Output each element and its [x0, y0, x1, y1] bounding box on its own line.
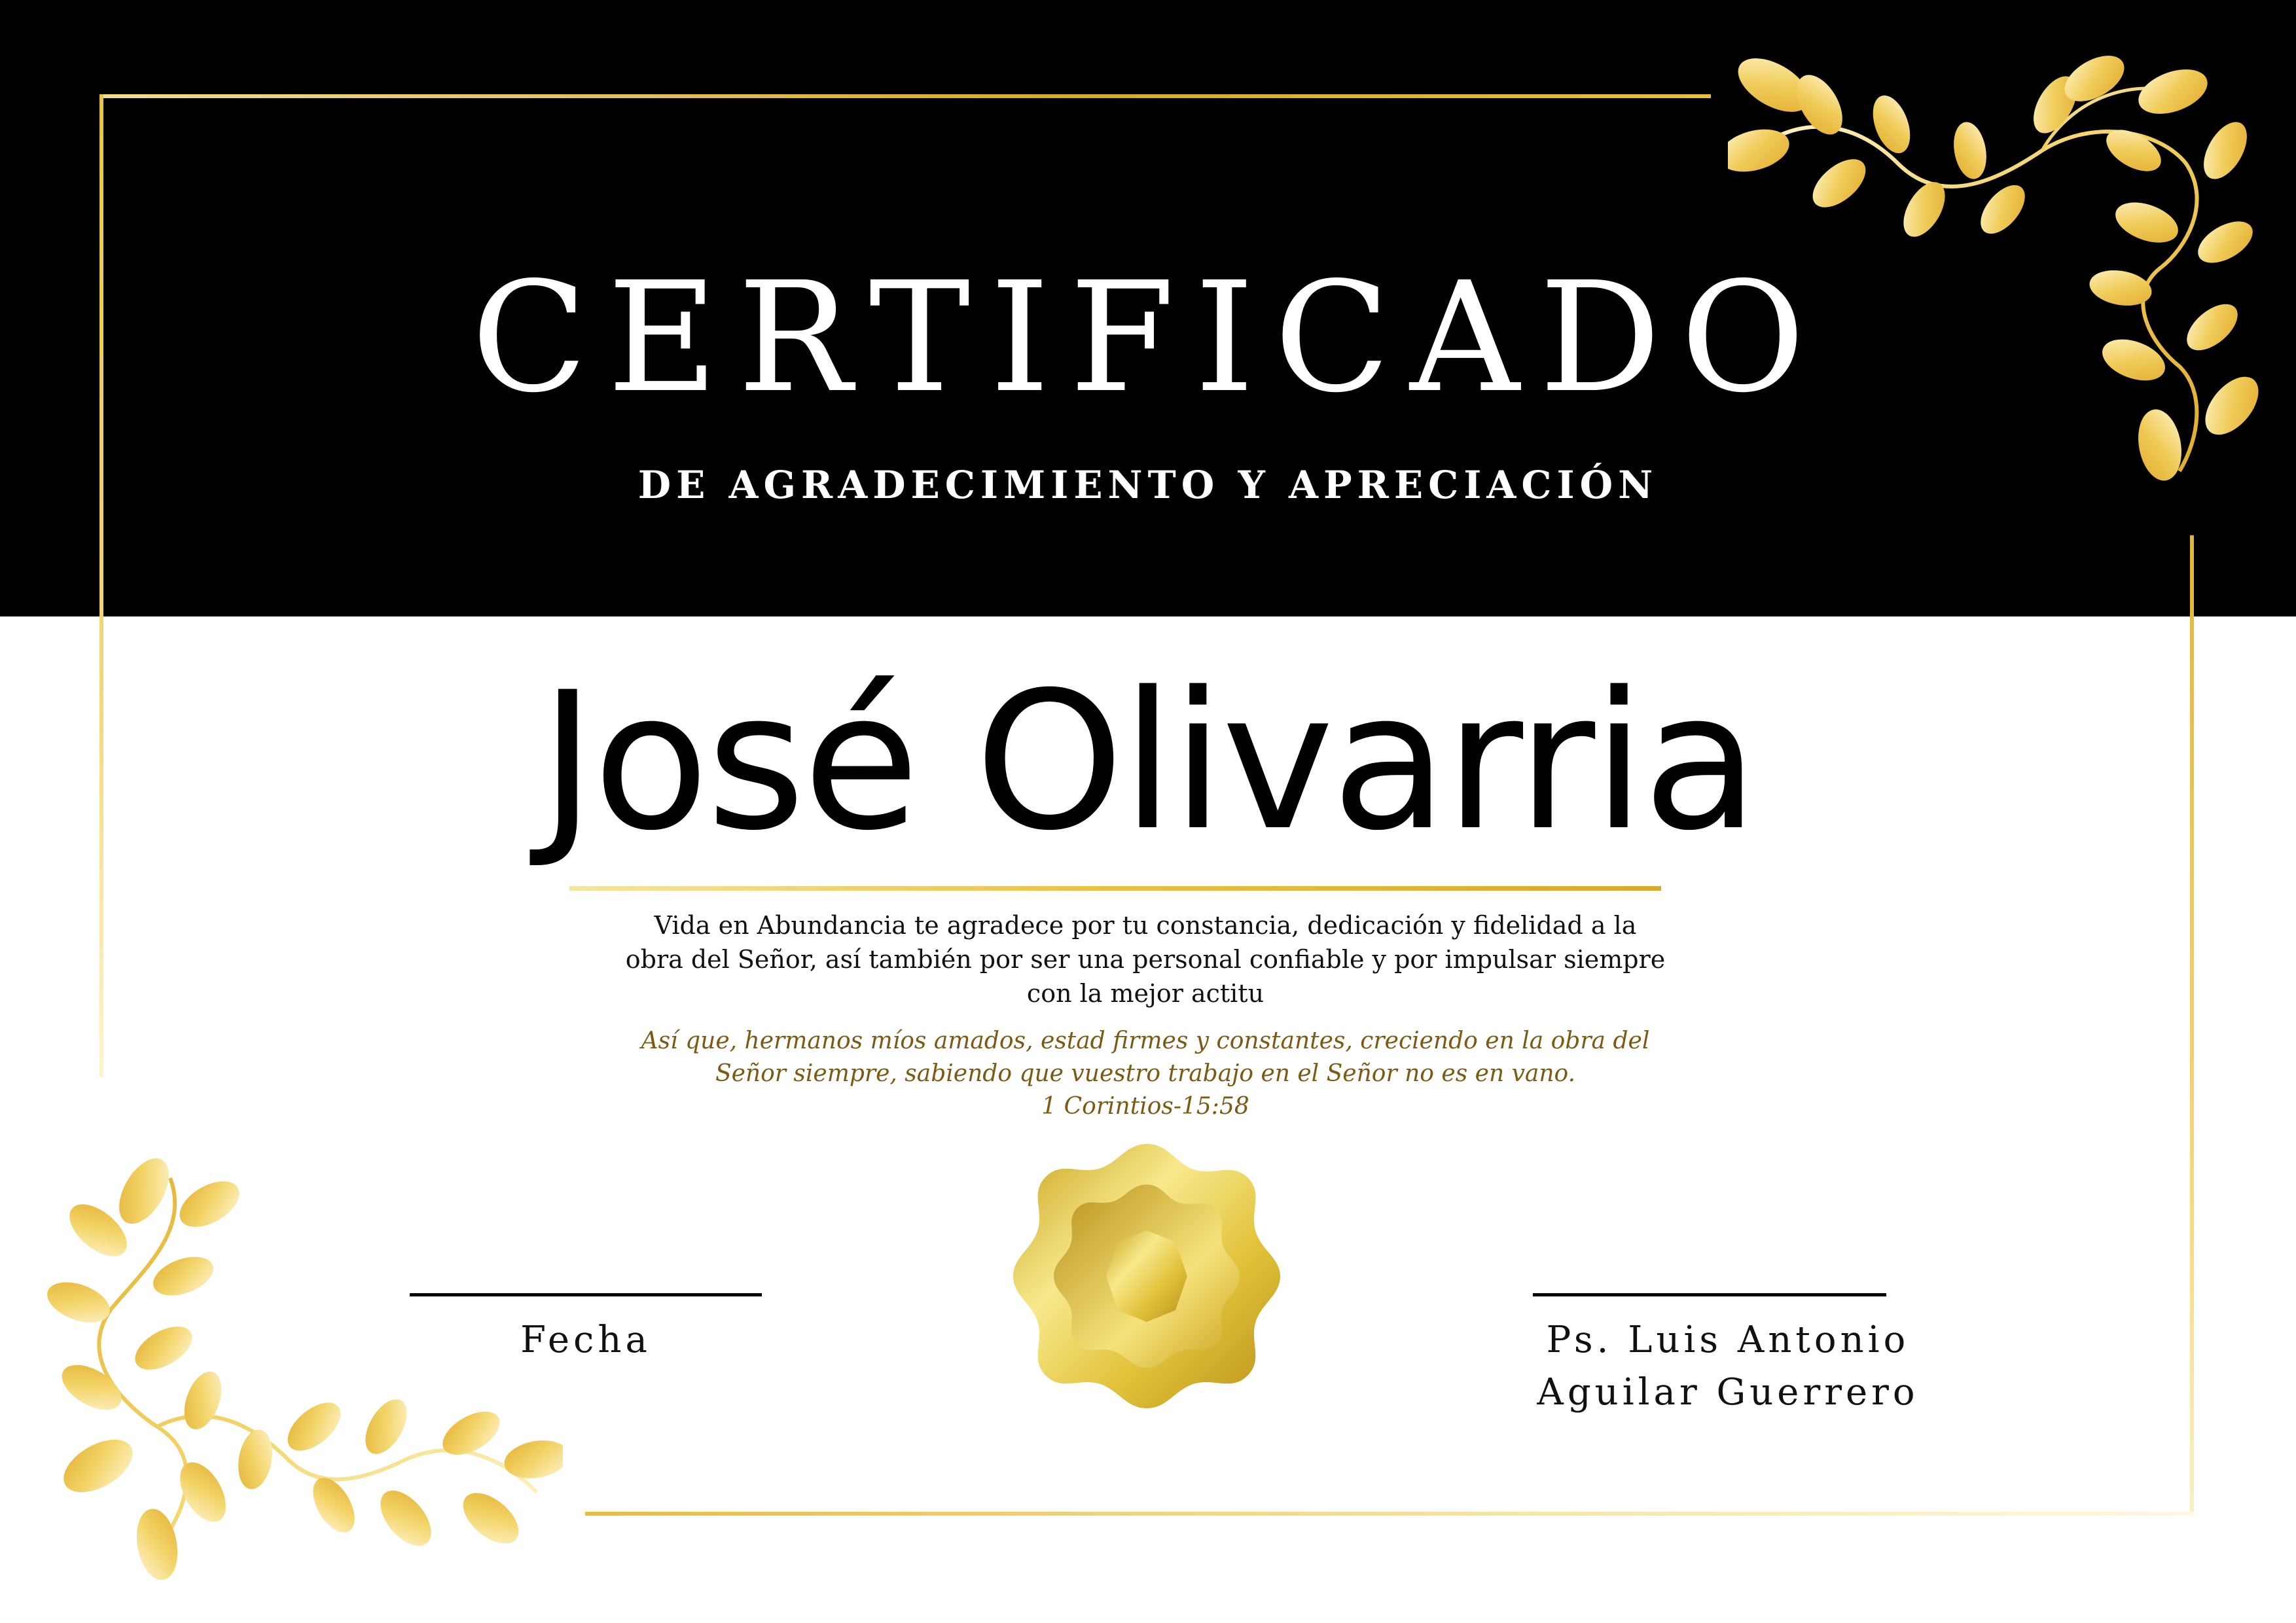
body-line: con la mejor actitu — [1026, 979, 1265, 1008]
signer-name-line: Ps. Luis Antonio — [1546, 1319, 1910, 1361]
certificate-subtitle: DE AGRADECIMIENTO Y APRECIACIÓN — [637, 463, 1659, 507]
verse-line: Señor siempre, sabiendo que vuestro trabajo en el Señor no es en vano. — [715, 1060, 1576, 1087]
signer-name-line: Aguilar Guerrero — [1537, 1371, 1919, 1414]
verse-reference: 1 Corintios-15:58 — [1041, 1093, 1249, 1120]
verse-line: Así que, hermanos míos amados, estad firmes y constantes, creciendo en la obra del — [641, 1027, 1650, 1054]
bible-verse — [569, 1025, 1721, 1123]
gold-vine-bottom-left-icon — [39, 1152, 563, 1584]
recipient-name: José Olivarria — [539, 652, 1757, 872]
signer-name — [1492, 1314, 1964, 1419]
certificate-title: CERTIFICADO — [471, 249, 1825, 426]
frame-line-top — [99, 94, 1711, 98]
frame-line-left — [99, 94, 103, 1077]
date-label: Fecha — [520, 1319, 651, 1361]
body-line: Vida en Abundancia te agradece por tu constancia, dedicación y fidelidad a la — [654, 911, 1637, 940]
body-paragraph — [569, 908, 1721, 1010]
gold-seal-icon — [1009, 1139, 1284, 1414]
frame-line-bottom — [585, 1512, 2194, 1516]
name-underline — [569, 886, 1661, 891]
date-signature-line — [410, 1293, 762, 1296]
body-line: obra del Señor, así también por ser una personal confiable y por impulsar siempre — [625, 945, 1666, 974]
signer-signature-line — [1533, 1293, 1886, 1296]
